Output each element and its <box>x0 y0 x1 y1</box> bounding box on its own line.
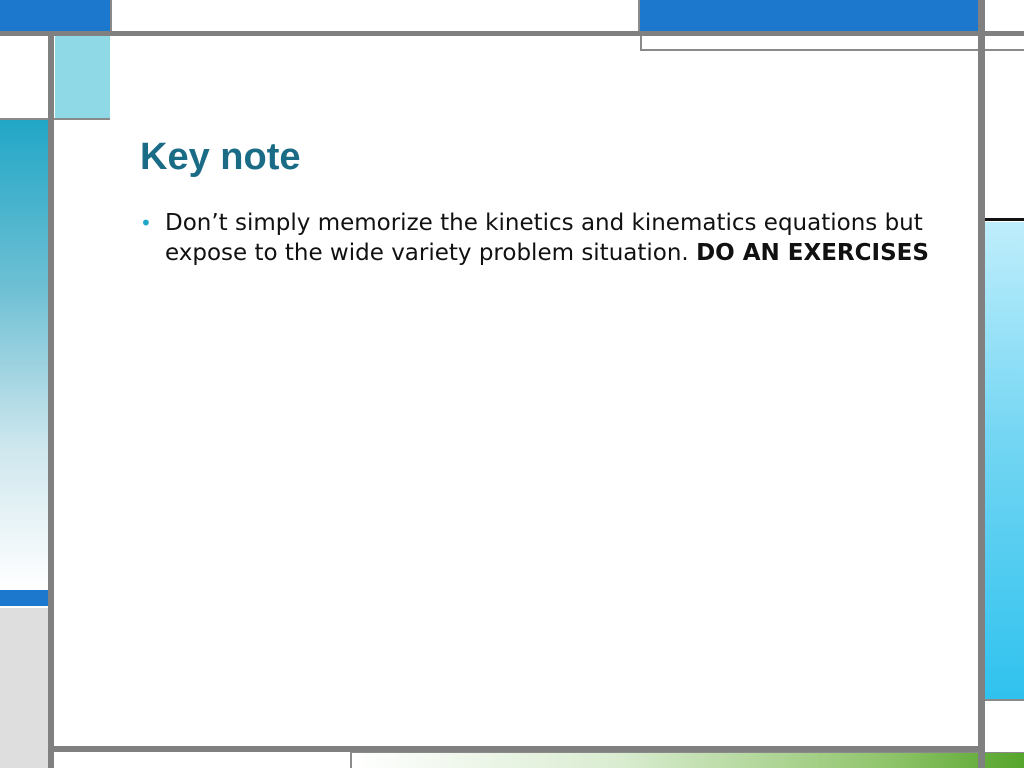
top-white-block <box>110 0 640 33</box>
bullet-text: Don’t simply memorize the kinetics and kinematics equations but expose to the wide variety problem situation. <box>165 210 923 266</box>
left-gray-block <box>0 608 48 768</box>
top-right-blue-block <box>640 0 980 33</box>
frame-bottom-line <box>48 746 985 752</box>
top-left-teal-block <box>55 36 110 118</box>
left-blue-strip <box>0 590 48 606</box>
slide-title: Key note <box>140 136 301 178</box>
bullet-emphasis: DO AN EXERCISES <box>696 240 929 266</box>
bottom-green-bar <box>350 752 1024 768</box>
right-dark-line <box>985 218 1024 221</box>
bullet-item <box>140 208 940 268</box>
right-cyan-bar <box>985 222 1024 699</box>
frame-top-line <box>0 31 1024 36</box>
frame-right-line <box>978 0 985 768</box>
top-right-thin-line <box>640 49 1024 51</box>
left-gradient-bar <box>0 120 48 590</box>
bullet-dot-icon: • <box>140 211 152 235</box>
bullet-list <box>140 208 940 268</box>
frame-left-line <box>48 31 54 768</box>
top-left-blue-block <box>0 0 110 33</box>
right-bottom-line <box>985 699 1024 701</box>
